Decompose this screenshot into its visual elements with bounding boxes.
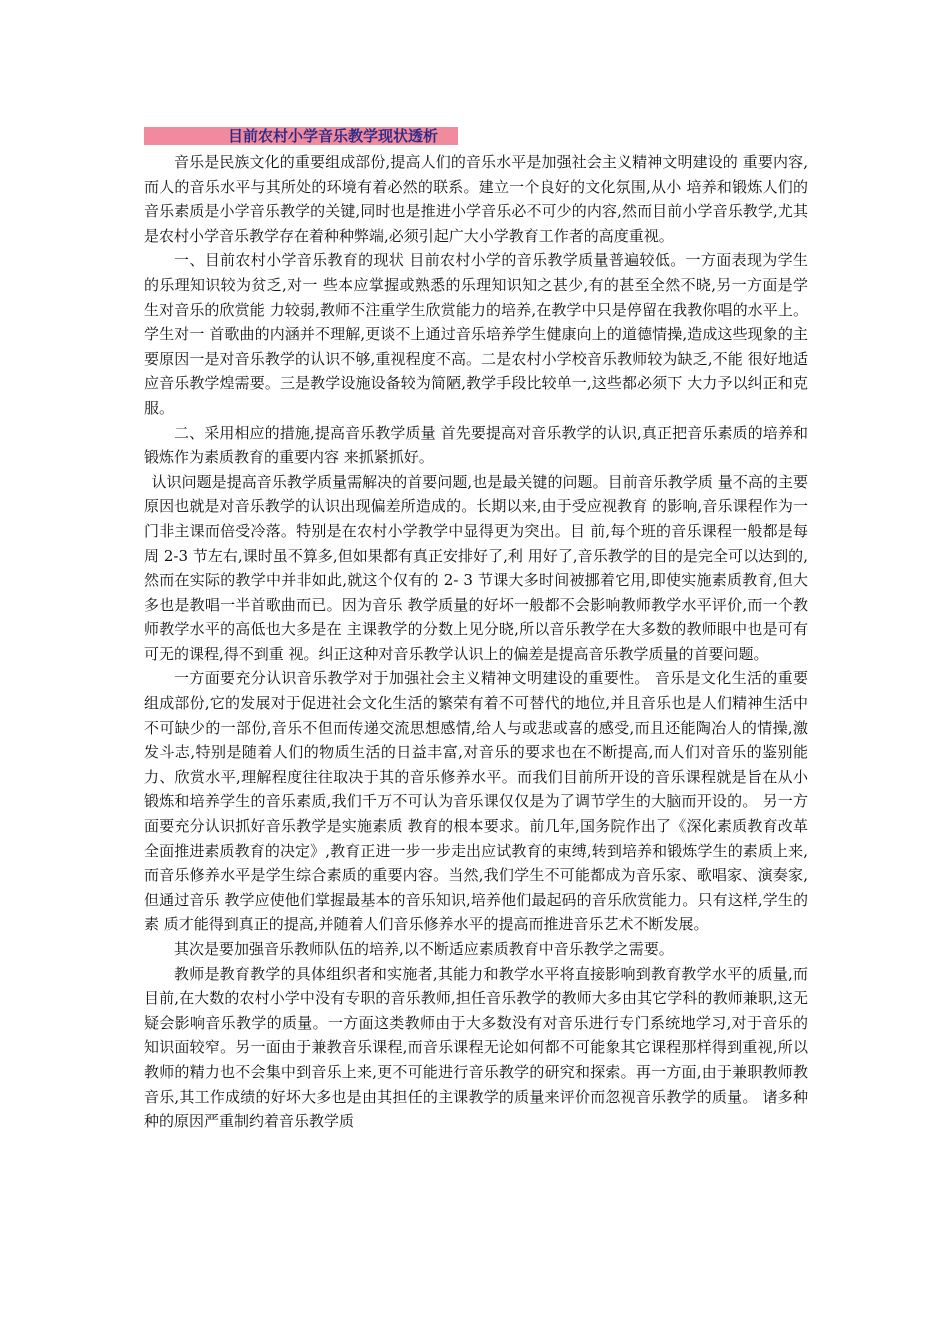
title-row [144,126,808,146]
document-page [144,126,808,1134]
document-title: 目前农村小学音乐教学现状透析 [228,127,439,145]
paragraph-importance: 一方面要充分认识音乐教学对于加强社会主义精神文明建设的重要性。 音乐是文化生活的重要组成部份,它的发展对于促进社会文化生活的繁荣有着不可替代的地位,并且音乐也是人们精神生活中不可缺少的一部份,音乐不但而传递交流思想感情,给人与或悲或喜的感受,而且还能陶冶人的情操,激发斗志,特别是随着人们的物质生活的日益丰富,对音乐的要求也在不断提高,而人们对音乐的鉴别能力、欣赏水平,理解程度往往取决于其的音乐修养水平。而我们目前所开设的音乐课程就是旨在从小锻炼和培养学生的音乐素质,我们千万不可认为音乐课仅仅是为了调节学生的大脑而开设的。 另一方面要充分认识抓好音乐教学是实施素质 教育的根本要求。前几年,国务院作出了《深化素质教育改革全面推进素质教育的决定》,教育正进一步一步走出应试教育的束缚,转到培养和锻炼学生的素质上来,而音乐修养水平是学生综合素质的重要内容。当然,我们学生不可能都成为音乐家、歌唱家、演奏家,但通过音乐 教学应使他们掌握最基本的音乐知识,培养他们最起码的音乐欣赏能力。只有这样,学生的素 质才能得到真正的提高,并随着人们音乐修养水平的提高而推进音乐艺术不断发展。 [144,669,808,934]
paragraph-section-1: 一、目前农村小学音乐教育的现状 目前农村小学的音乐教学质量普遍较低。一方面表现为学生的乐理知识较为贫乏,对一 些本应掌握或熟悉的乐理知识知之甚少,有的甚至全然不晓,另一方面是学生对音乐的欣赏能 力较弱,教师不注重学生欣赏能力的培养,在教学中只是停留在我教你唱的水平上。学生对一 首歌曲的内涵并不理解,更谈不上通过音乐培养学生健康向上的道德情操,造成这些现象的主 要原因一是对音乐教学的认识不够,重视程度不高。二是农村小学校音乐教师较为缺乏,不能 很好地适应音乐教学煌需要。三是教学设施设备较为简陋,教学手段比较单一,这些都必须下 大力予以纠正和克服。 [144,251,808,417]
paragraph-awareness: 认识问题是提高音乐教学质量需解决的首要问题,也是最关键的问题。目前音乐教学质 量不高的主要原因也就是对音乐教学的认识出现偏差所造成的。长期以来,由于受应视教育 的影响,音乐课程作为一门非主课而倍受冷落。特别是在农村小学教学中显得更为突出。目 前,每个班的音乐课程一般都是每周 2-3 节左右,课时虽不算多,但如果都有真正安排好了,利 用好了,音乐教学的目的是完全可以达到的,然而在实际的教学中并非如此,就这个仅有的 2- 3 节课大多时间被挪着它用,即使实施素质教育,但大多也是教唱一半首歌曲而已。因为音乐 教学质量的好坏一般都不会影响教师教学水平评价,而一个教师教学水平的高低也大多是在 主课教学的分数上见分晓,所以音乐教学在大多数的教师眼中也是可有可无的课程,得不到重 视。纠正这种对音乐教学认识上的偏差是提高音乐教学质量的首要问题。 [144,472,808,663]
paragraph-section-2: 二、采用相应的措施,提高音乐教学质量 首先要提高对音乐教学的认识,真正把音乐素质的培养和锻炼作为素质教育的重要内容 来抓紧抓好。 [144,423,808,467]
paragraph-intro: 音乐是民族文化的重要组成部份,提高人们的音乐水平是加强社会主义精神文明建设的 重要内容,而人的音乐水平与其所处的环境有着必然的联系。建立一个良好的文化氛围,从小 培养和锻炼人们的音乐素质是小学音乐教学的关键,同时也是推进小学音乐必不可少的内容,然而目前小学音乐教学,尤其是农村小学音乐教学存在着种种弊端,必须引起广大小学教育工作者的高度重视。 [144,153,808,245]
paragraph-teacher-training: 其次是要加强音乐教师队伍的培养,以不断适应素质教育中音乐教学之需要。 [174,940,674,958]
paragraph-teachers: 教师是教育教学的具体组织者和实施者,其能力和教学水平将直接影响到教育教学水平的质量,而目前,在大数的农村小学中没有专职的音乐教师,担任音乐教学的教师大多由其它学科的教师兼职,这无疑会影响音乐教学的质量。一方面这类教师由于大多数没有对音乐进行专门系统地学习,对于音乐的知识面较窄。另一面由于兼教音乐课程,而音乐课程无论如何都不可能象其它课程那样得到重视,所以教师的精力也不会集中到音乐上来,更不可能进行音乐教学的研究和探索。再一方面,由于兼职教师教音乐,其工作成绩的好坏大多也是由其担任的主课教学的质量来评价而忽视音乐教学的质量。 诸多种种的原因严重制约着音乐教学质 [144,964,808,1131]
